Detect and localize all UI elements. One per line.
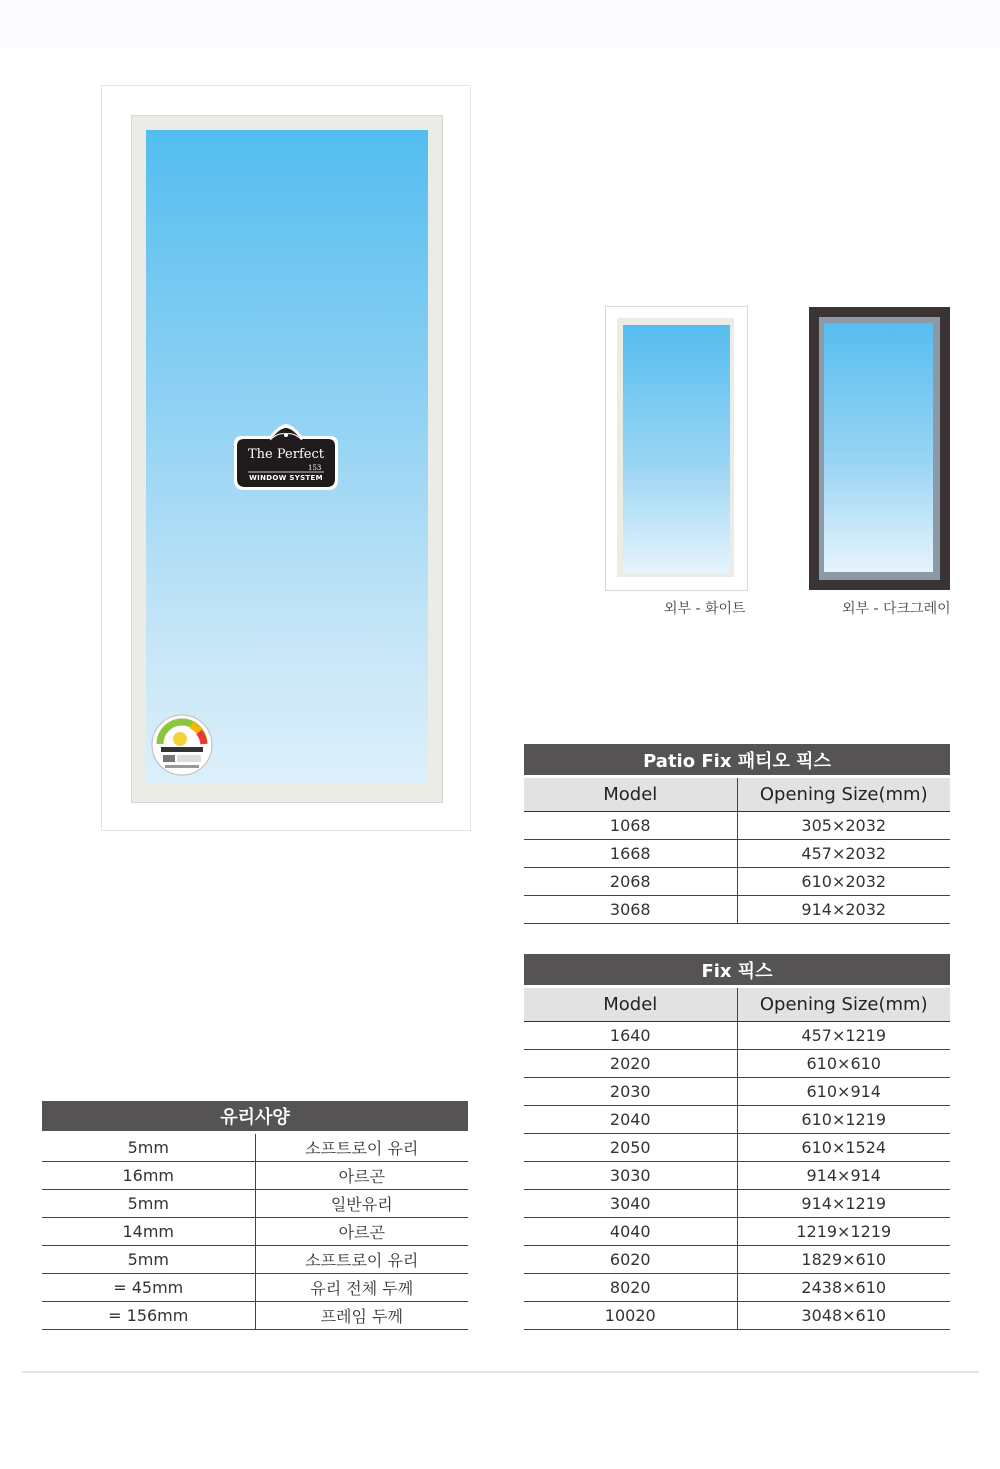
model-cell: 1640 — [524, 1022, 737, 1050]
table-row — [524, 1106, 950, 1134]
thickness-cell: = 156mm — [42, 1302, 255, 1330]
model-cell: 3040 — [524, 1190, 737, 1218]
bottom-divider — [22, 1371, 979, 1373]
material-cell: 프레임 두께 — [255, 1302, 468, 1330]
size-cell: 1829×610 — [737, 1246, 950, 1274]
table-row — [42, 1218, 468, 1246]
table-row — [524, 896, 950, 924]
table-row — [524, 1246, 950, 1274]
window-glass — [623, 325, 730, 574]
main-window-image — [101, 85, 471, 831]
thickness-cell: 5mm — [42, 1246, 255, 1274]
window-frame-bevel — [131, 115, 443, 803]
table-row — [524, 868, 950, 896]
size-cell: 610×1524 — [737, 1134, 950, 1162]
table-row — [524, 1078, 950, 1106]
window-variant-white — [606, 307, 747, 590]
model-cell: 1668 — [524, 840, 737, 868]
table-row — [42, 1274, 468, 1302]
patio-fix-table — [524, 744, 950, 924]
size-cell: 610×1219 — [737, 1106, 950, 1134]
material-cell: 소프트로이 유리 — [255, 1246, 468, 1274]
size-cell: 610×914 — [737, 1078, 950, 1106]
table-row — [524, 812, 950, 840]
material-cell: 소프트로이 유리 — [255, 1133, 468, 1162]
badge-number: 153 — [308, 464, 322, 472]
model-cell: 3030 — [524, 1162, 737, 1190]
table-row — [524, 1218, 950, 1246]
fix-table — [524, 954, 950, 1330]
table-row — [524, 1274, 950, 1302]
glass-spec-table — [42, 1101, 468, 1330]
table-row — [524, 1162, 950, 1190]
model-cell: 4040 — [524, 1218, 737, 1246]
model-cell: 2068 — [524, 868, 737, 896]
table-row — [524, 1190, 950, 1218]
material-cell: 일반유리 — [255, 1190, 468, 1218]
model-cell: 1068 — [524, 812, 737, 840]
model-cell: 2040 — [524, 1106, 737, 1134]
thickness-cell: 5mm — [42, 1190, 255, 1218]
model-cell: 2030 — [524, 1078, 737, 1106]
thickness-cell: 16mm — [42, 1162, 255, 1190]
table-row — [524, 840, 950, 868]
badge-subtitle: WINDOW SYSTEM — [249, 474, 323, 482]
model-cell: 3068 — [524, 896, 737, 924]
table-row — [42, 1133, 468, 1162]
size-cell: 914×1219 — [737, 1190, 950, 1218]
table-row — [524, 1134, 950, 1162]
caption-white: 외부 - 화이트 — [664, 601, 746, 617]
table-title: 유리사양 — [42, 1101, 468, 1133]
model-cell: 6020 — [524, 1246, 737, 1274]
table-row — [42, 1246, 468, 1274]
material-cell: 아르곤 — [255, 1162, 468, 1190]
table-row — [524, 1050, 950, 1078]
material-cell: 유리 전체 두께 — [255, 1274, 468, 1302]
top-band — [0, 0, 1000, 48]
table-row — [42, 1190, 468, 1218]
badge-title: The Perfect — [248, 447, 324, 462]
table-row — [42, 1162, 468, 1190]
size-cell: 610×610 — [737, 1050, 950, 1078]
size-cell: 457×1219 — [737, 1022, 950, 1050]
energy-efficiency-label-icon — [151, 714, 213, 776]
material-cell: 아르곤 — [255, 1218, 468, 1246]
model-cell: 10020 — [524, 1302, 737, 1330]
table-row — [524, 1302, 950, 1330]
table-title: Patio Fix 패티오 픽스 — [524, 744, 950, 777]
column-header: Opening Size(mm) — [737, 987, 950, 1022]
caption-darkgray: 외부 - 다크그레이 — [842, 601, 951, 617]
thickness-cell: 5mm — [42, 1133, 255, 1162]
window-glass — [146, 130, 428, 784]
window-variant-darkgray — [809, 307, 950, 590]
size-cell: 914×914 — [737, 1162, 950, 1190]
size-cell: 305×2032 — [737, 812, 950, 840]
size-cell: 2438×610 — [737, 1274, 950, 1302]
size-cell: 3048×610 — [737, 1302, 950, 1330]
size-cell: 610×2032 — [737, 868, 950, 896]
model-cell: 8020 — [524, 1274, 737, 1302]
thickness-cell: = 45mm — [42, 1274, 255, 1302]
size-cell: 457×2032 — [737, 840, 950, 868]
table-row — [42, 1302, 468, 1330]
table-row — [524, 1022, 950, 1050]
window-glass — [824, 323, 933, 572]
model-cell: 2020 — [524, 1050, 737, 1078]
column-header: Model — [524, 987, 737, 1022]
model-cell: 2050 — [524, 1134, 737, 1162]
thickness-cell: 14mm — [42, 1218, 255, 1246]
table-title: Fix 픽스 — [524, 954, 950, 987]
column-header: Model — [524, 777, 737, 812]
the-perfect-badge-logo — [232, 422, 340, 500]
size-cell: 1219×1219 — [737, 1218, 950, 1246]
size-cell: 914×2032 — [737, 896, 950, 924]
column-header: Opening Size(mm) — [737, 777, 950, 812]
